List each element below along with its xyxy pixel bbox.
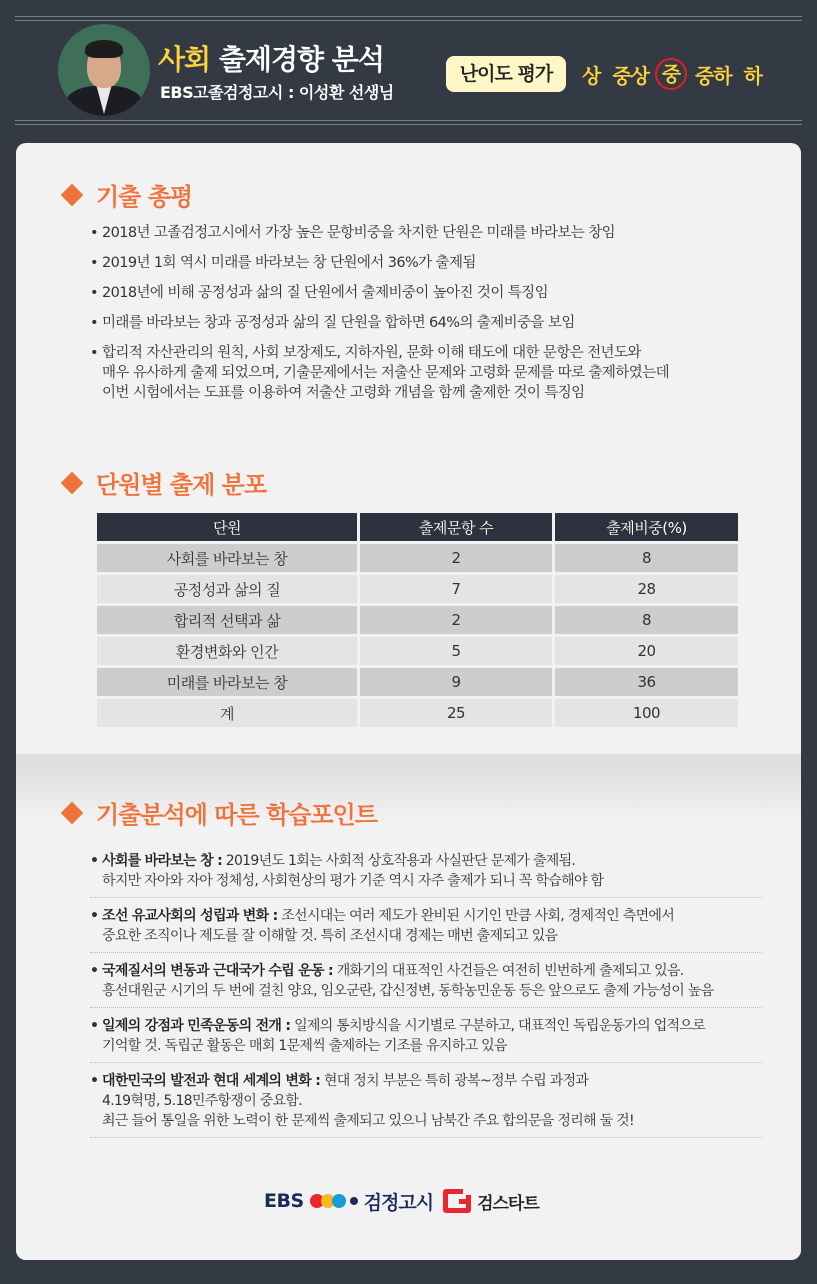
geomjeong-logo-text: 검정고시 bbox=[363, 1191, 434, 1214]
table-cell: 25 bbox=[360, 699, 552, 727]
level-mid-high: 중상 bbox=[612, 63, 649, 88]
overview-bullet: • 미래를 바라보는 창과 공정성과 삶의 질 단원을 합하면 64%의 출제비중을 보임 bbox=[90, 313, 669, 333]
table-cell: 100 bbox=[555, 699, 738, 727]
table-header-ratio: 출제비중(%) bbox=[555, 513, 738, 541]
study-point-body: 조선시대는 여러 제도가 완비된 시기인 만큼 사회, 경제적인 측면에서 중요한 조직이나 제도를 잘 이해할 것. 특히 조선시대 경제는 매번 출제되고 있음 bbox=[102, 908, 675, 944]
table-row bbox=[97, 668, 738, 696]
study-point bbox=[90, 961, 762, 1008]
study-point-title: 일제의 강점과 민족운동의 전개 : bbox=[102, 1018, 291, 1034]
table-cell: 7 bbox=[360, 575, 552, 603]
table-cell: 계 bbox=[97, 699, 357, 727]
study-point-title: 조선 유교사회의 성립과 변화 : bbox=[102, 908, 278, 924]
table-cell: 합리적 선택과 삶 bbox=[97, 606, 357, 634]
footer-logos bbox=[264, 1186, 539, 1216]
table-cell: 5 bbox=[360, 637, 552, 665]
top-divider bbox=[15, 16, 802, 17]
geomstart-logo-text: 검스타트 bbox=[477, 1193, 539, 1214]
teacher-avatar bbox=[58, 24, 150, 116]
table-cell: 36 bbox=[555, 668, 738, 696]
geomstart-logo-icon bbox=[443, 1189, 471, 1213]
header bbox=[0, 18, 817, 130]
table-cell: 8 bbox=[555, 606, 738, 634]
difficulty-levels bbox=[582, 56, 774, 92]
study-point-body: 개화기의 대표적인 사건들은 여전히 빈번하게 출제되고 있음. 흥선대원군 시기의 두 번에 걸친 양요, 임오군란, 갑신정변, 동학농민운동 등은 앞으로도 출제 가능성이 높음 bbox=[102, 963, 714, 999]
table-row bbox=[97, 637, 738, 665]
header-divider-2 bbox=[15, 124, 802, 125]
ebs-logo-text: EBS bbox=[264, 1190, 304, 1212]
diamond-icon bbox=[61, 801, 84, 824]
level-mid-low: 중하 bbox=[694, 63, 732, 88]
distribution-title: 단원별 출제 분포 bbox=[96, 471, 266, 499]
study-point bbox=[90, 906, 762, 953]
difficulty-label: 난이도 평가 bbox=[446, 56, 566, 92]
table-row-total bbox=[97, 699, 738, 727]
study-point-body: 일제의 통치방식을 시기별로 구분하고, 대표적인 독립운동가의 업적으로 기억할 것. 독립군 활동은 매회 1문제씩 출제하는 기조를 유지하고 있음 bbox=[102, 1018, 706, 1054]
overview-bullet: • 2018년 고졸검정고시에서 가장 높은 문항비중을 차지한 단원은 미래를 바라보는 창임 bbox=[90, 223, 669, 243]
study-points-list bbox=[90, 851, 762, 1146]
level-mid-selected: 중 bbox=[655, 58, 687, 90]
table-cell: 미래를 바라보는 창 bbox=[97, 668, 357, 696]
overview-bullet: • 2018년에 비해 공정성과 삶의 질 단원에서 출제비중이 높아진 것이 특징임 bbox=[90, 283, 669, 303]
level-high: 상 bbox=[582, 63, 601, 88]
table-row bbox=[97, 544, 738, 572]
table-row bbox=[97, 575, 738, 603]
table-cell: 환경변화와 인간 bbox=[97, 637, 357, 665]
study-point-body: 현대 정치 부분은 특히 광복~정부 수립 과정과 4.19혁명, 5.18민주항쟁이 중요함. 최근 들어 통일을 위한 노력이 한 문제씩 출제되고 있으니 남북간 주요 합의문을 정리해 둘 것! bbox=[102, 1073, 634, 1129]
table-cell: 28 bbox=[555, 575, 738, 603]
section-title-overview bbox=[60, 177, 192, 212]
title-rest: 출제경향 분석 bbox=[218, 43, 384, 76]
study-point bbox=[90, 851, 762, 898]
table-cell: 9 bbox=[360, 668, 552, 696]
table-cell: 20 bbox=[555, 637, 738, 665]
header-divider bbox=[15, 120, 802, 121]
overview-bullet: • 2019년 1회 역시 미래를 바라보는 창 단원에서 36%가 출제됨 bbox=[90, 253, 669, 273]
diamond-icon bbox=[61, 183, 84, 206]
ebs-logo-icon bbox=[310, 1194, 358, 1208]
study-point bbox=[90, 1071, 762, 1138]
study-point-body: 2019년도 1회는 사회적 상호작용과 사실판단 문제가 출제됨. 하지만 자아와 자아 정체성, 사회현상의 평가 기준 역시 자주 출제가 되니 꼭 학습해야 함 bbox=[102, 853, 604, 889]
table-cell: 공정성과 삶의 질 bbox=[97, 575, 357, 603]
section-title-distribution bbox=[60, 465, 266, 500]
study-point-title: 대한민국의 발전과 현대 세계의 변화 : bbox=[102, 1073, 321, 1089]
section-title-points bbox=[60, 795, 377, 830]
overview-bullet: • 합리적 자산관리의 원칙, 사회 보장제도, 지하자원, 문화 이해 태도에 대한 문항은 전년도와 매우 유사하게 출제 되었으며, 기출문제에서는 저출산 문제와 고령화 문제를 따로 출제하였는데 이번 시험에서는 도표를 이용하여 저출산 고령화 개념을 함께 출제한 것이 특징임 bbox=[90, 343, 669, 403]
table-header-count: 출제문항 수 bbox=[360, 513, 552, 541]
study-point bbox=[90, 1016, 762, 1063]
page-title bbox=[158, 38, 384, 78]
table-cell: 사회를 바라보는 창 bbox=[97, 544, 357, 572]
overview-list bbox=[90, 223, 669, 413]
diamond-icon bbox=[61, 471, 84, 494]
table-row bbox=[97, 606, 738, 634]
points-title: 기출분석에 따른 학습포인트 bbox=[96, 801, 377, 829]
table-header-unit: 단원 bbox=[97, 513, 357, 541]
table-cell: 2 bbox=[360, 544, 552, 572]
study-point-title: 사회를 바라보는 창 : bbox=[102, 853, 223, 869]
level-low: 하 bbox=[743, 63, 762, 88]
study-point-title: 국제질서의 변동과 근대국가 수립 운동 : bbox=[102, 963, 333, 979]
table-cell: 2 bbox=[360, 606, 552, 634]
overview-title: 기출 총평 bbox=[96, 183, 193, 211]
distribution-table bbox=[94, 510, 741, 730]
subtitle: EBS고졸검정고시 : 이성환 선생님 bbox=[160, 83, 394, 102]
table-cell: 8 bbox=[555, 544, 738, 572]
content-card bbox=[16, 143, 801, 1260]
title-accent: 사회 bbox=[158, 43, 211, 76]
